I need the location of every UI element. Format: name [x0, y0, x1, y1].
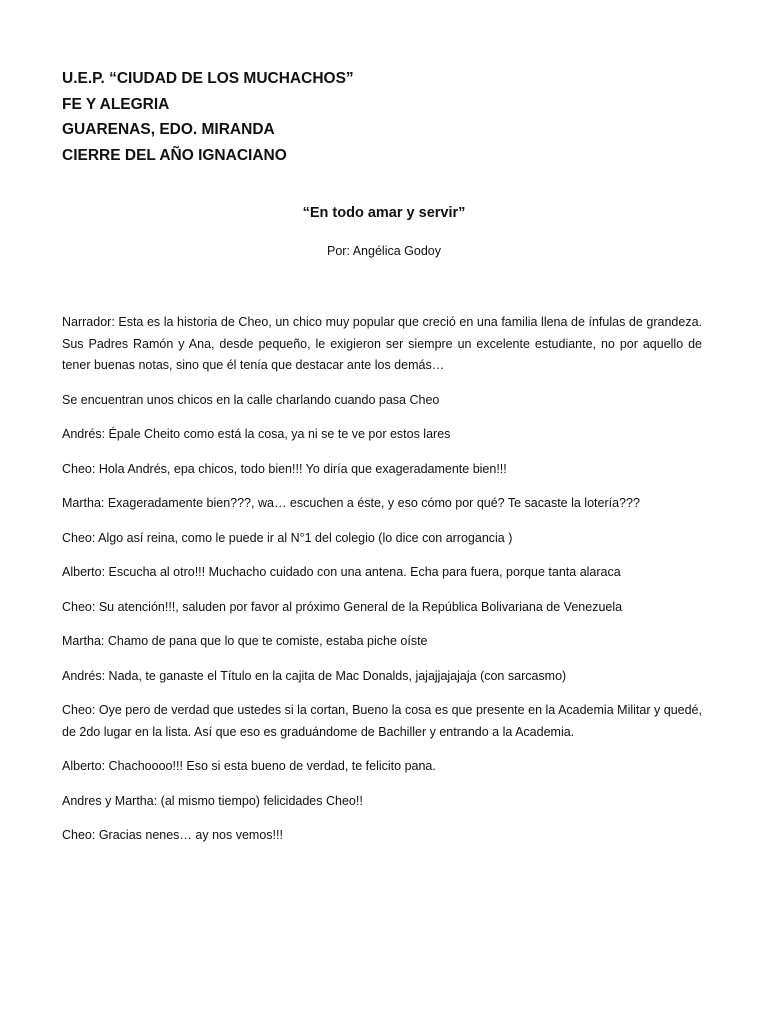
school-name: U.E.P. “CIUDAD DE LOS MUCHACHOS”: [62, 70, 354, 87]
dialogue-line: Alberto: Chachoooo!!! Eso si esta bueno de verdad, te felicito pana.: [62, 759, 436, 773]
dialogue-line: Cheo: Su atención!!!, saluden por favor al próximo General de la República Bolivariana de Venezuela: [62, 599, 623, 614]
dialogue-line: Andrés: Épale Cheito como está la cosa, ya ni se te ve por estos lares: [62, 427, 451, 441]
dialogue-line: Andres y Martha: (al mismo tiempo) felicidades Cheo!!: [62, 793, 363, 808]
document-title: “En todo amar y servir”: [302, 205, 466, 221]
document-header: [62, 66, 354, 168]
script-body: [62, 312, 702, 860]
event-name: CIERRE DEL AÑO IGNACIANO: [62, 146, 287, 164]
location: GUARENAS, EDO. MIRANDA: [62, 121, 275, 138]
organization-name: FE Y ALEGRIA: [62, 95, 170, 113]
paragraph-stage-direction: Se encuentran unos chicos en la calle charlando cuando pasa Cheo: [62, 392, 440, 407]
dialogue-line: Cheo: Algo así reina, como le puede ir al N°1 del colegio (lo dice con arrogancia ): [62, 530, 513, 545]
dialogue-line: Alberto: Escucha al otro!!! Muchacho cuidado con una antena. Echa para fuera, porque tanta alaraca: [62, 565, 621, 579]
author-line: Por: Angélica Godoy: [327, 244, 441, 258]
paragraph-narrator: Narrador: Esta es la historia de Cheo, un chico muy popular que creció en una familia llena de ínfulas de grandeza. Sus Padres Ramón y Ana, desde pequeño, le exigieron ser siempre un excelente estudiante, no por aquello de tener buenas notas, sino que él tenía que destacar ante los demás…: [62, 315, 702, 372]
dialogue-line: Cheo: Hola Andrés, epa chicos, todo bien!!! Yo diría que exageradamente bien!!!: [62, 461, 507, 476]
dialogue-line: Cheo: Gracias nenes… ay nos vemos!!!: [62, 828, 283, 842]
dialogue-line: Martha: Exageradamente bien???, wa… escuchen a éste, y eso cómo por qué? Te sacaste la lotería???: [62, 496, 640, 510]
dialogue-line: Andrés: Nada, te ganaste el Título en la cajita de Mac Donalds, jajajjajajaja (con sarcasmo): [62, 668, 567, 683]
dialogue-line: Martha: Chamo de pana que lo que te comiste, estaba piche oíste: [62, 634, 428, 648]
dialogue-line: Cheo: Oye pero de verdad que ustedes si la cortan, Bueno la cosa es que presente en la Academia Militar y quedé, de 2do lugar en la lista. Así que eso es graduándome de Bachiller y entrando a la Academia.: [62, 703, 702, 739]
